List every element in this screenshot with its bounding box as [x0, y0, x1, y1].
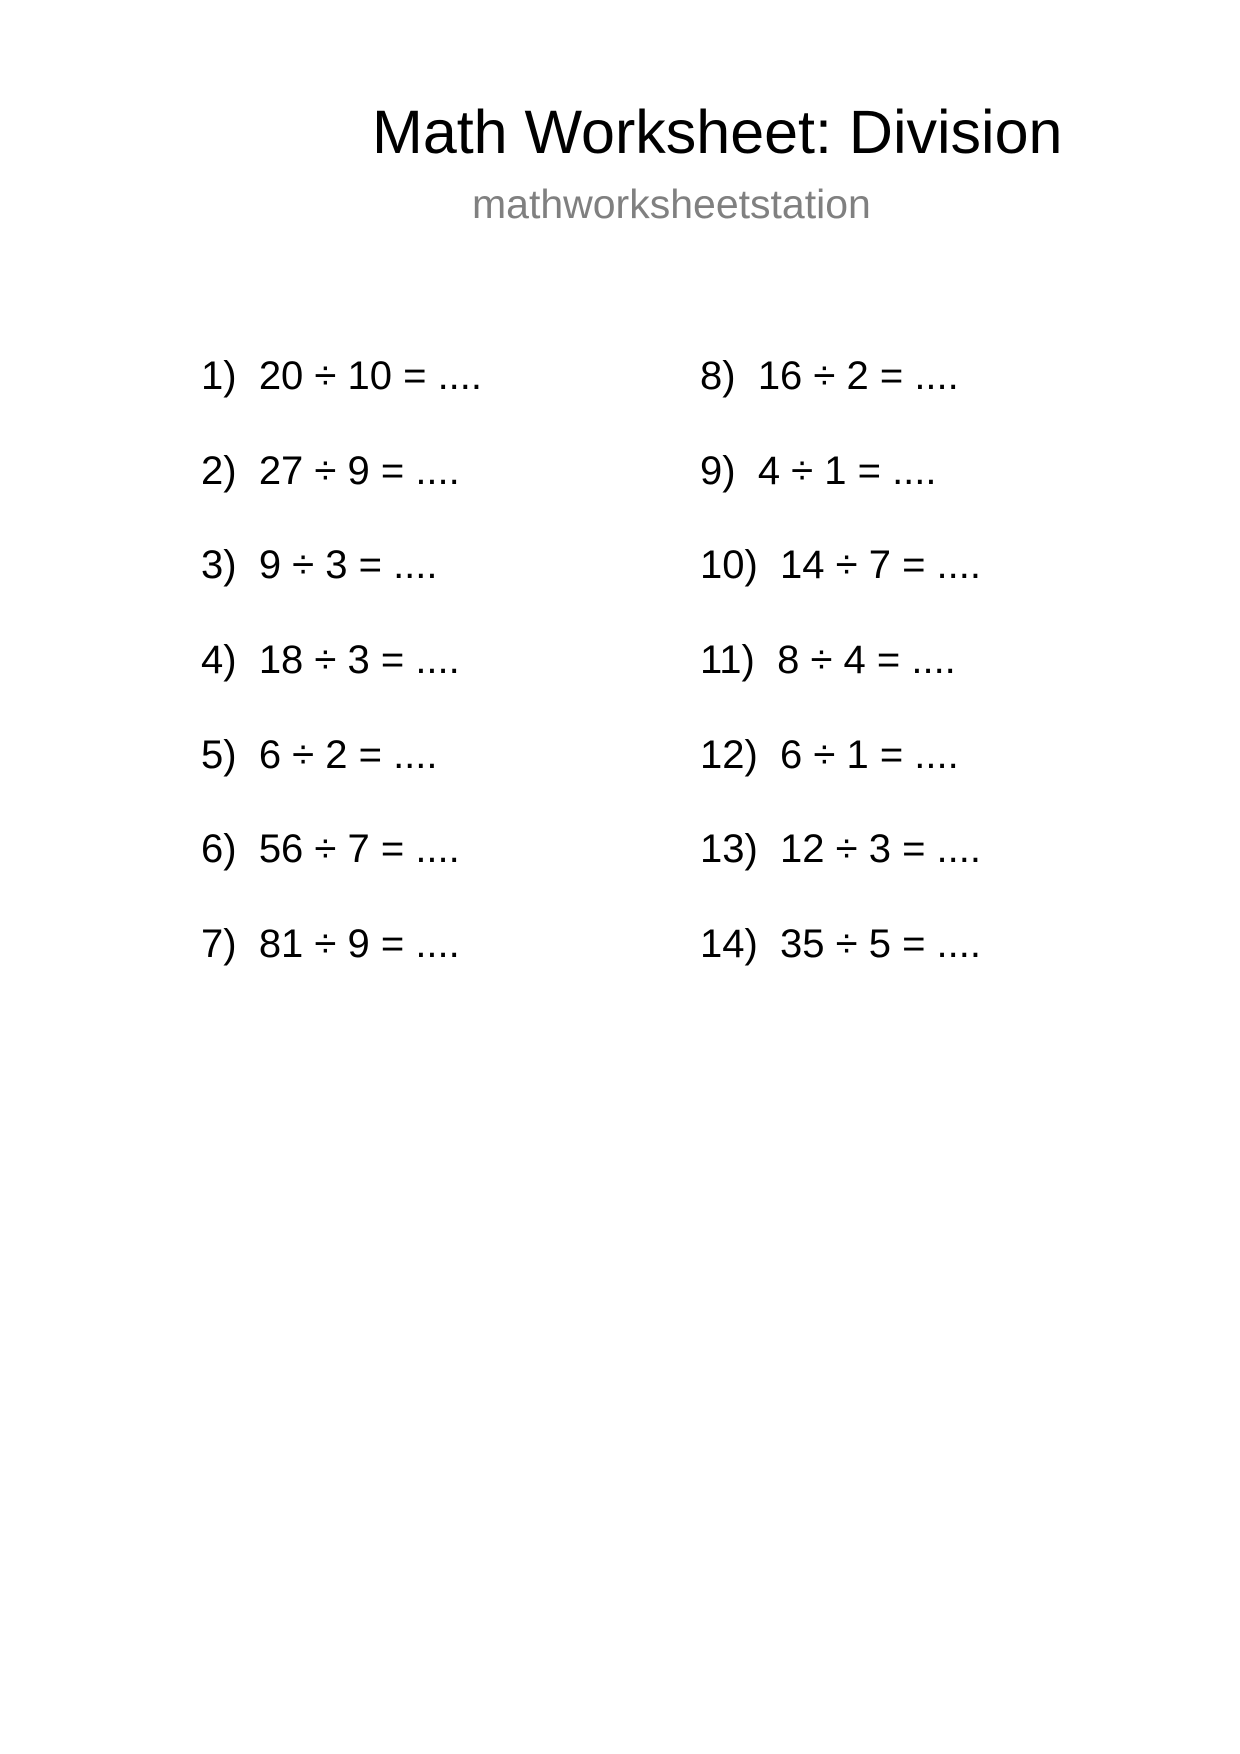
- problem-item: [201, 636, 482, 731]
- problem-number: 2): [201, 448, 237, 493]
- problem-item: [201, 731, 482, 826]
- problem-expression: 20 ÷ 10 = ....: [258, 354, 483, 398]
- problem-item: [700, 920, 981, 1015]
- problem-item: [700, 447, 981, 542]
- site-name: mathworksheetstation: [472, 181, 871, 227]
- problem-expression: 81 ÷ 9 = ....: [258, 922, 460, 967]
- problem-expression: 14 ÷ 7 = ....: [780, 543, 982, 588]
- problem-item: [700, 731, 981, 826]
- problem-expression: 27 ÷ 9 = ....: [258, 448, 460, 493]
- problem-number: 4): [201, 638, 237, 683]
- problem-expression: 6 ÷ 2 = ....: [258, 732, 438, 777]
- problem-number: 8): [700, 354, 736, 398]
- problem-number: 10): [700, 543, 758, 588]
- problem-expression: 12 ÷ 3 = ....: [780, 827, 982, 872]
- problem-expression: 35 ÷ 5 = ....: [780, 922, 982, 967]
- problem-number: 7): [201, 922, 237, 967]
- problem-item: [201, 920, 482, 1015]
- problem-number: 11): [700, 638, 755, 683]
- problem-number: 14): [700, 922, 758, 967]
- problem-expression: 9 ÷ 3 = ....: [258, 543, 438, 588]
- problem-number: 9): [700, 448, 736, 493]
- problem-number: 5): [201, 732, 237, 777]
- problem-item: [700, 541, 981, 636]
- problem-expression: 56 ÷ 7 = ....: [258, 827, 460, 872]
- problem-item: [201, 541, 482, 636]
- problem-expression: 18 ÷ 3 = ....: [258, 638, 460, 683]
- problem-number: 13): [700, 827, 758, 872]
- problem-expression: 4 ÷ 1 = ....: [757, 448, 937, 493]
- problem-list-right: [700, 352, 981, 1015]
- problem-item: [700, 636, 981, 731]
- problem-item: [201, 352, 482, 447]
- problem-number: 3): [201, 543, 237, 588]
- problem-number: 12): [700, 732, 758, 777]
- page-title: Math Worksheet: Division: [372, 98, 1063, 166]
- problem-item: [700, 825, 981, 920]
- problem-number: 1): [201, 354, 237, 398]
- problem-item: [700, 352, 981, 447]
- problem-item: [201, 447, 482, 542]
- problem-item: [201, 825, 482, 920]
- problem-expression: 8 ÷ 4 = ....: [777, 638, 956, 683]
- problem-expression: 16 ÷ 2 = ....: [757, 354, 959, 398]
- problem-number: 6): [201, 827, 237, 872]
- problem-expression: 6 ÷ 1 = ....: [780, 732, 959, 777]
- problem-list-left: [201, 352, 482, 1015]
